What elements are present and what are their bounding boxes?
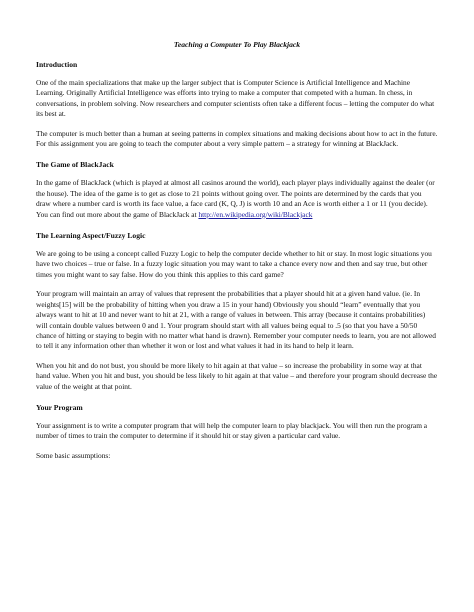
program-paragraph-2: Some basic assumptions: — [36, 450, 111, 460]
wikipedia-blackjack-link[interactable]: http://en.wikipedia.org/wiki/Blackjack — [198, 209, 313, 219]
intro-paragraph-2: The computer is much better than a human at seeing patterns in complex situations and making decisions about how to act in the future. For this assignment you are going to teach the computer about a very simple pattern – a strategy for winning at BlackJack. — [36, 128, 438, 149]
intro-paragraph-1: One of the main specializations that make up the larger subject that is Computer Science is Artificial Intelligence and Machine Learning. Originally Artificial Intelligence was efforts into trying to make a computer that competed with a human. In chess, in conversations, in problem solving. Now researchers and computer scientists often take a different focus – letting the computer do what its best at. — [36, 78, 435, 119]
game-paragraph-text: In the game of BlackJack (which is played at almost all casinos around the world), each player plays individually against the dealer (or the house). The idea of the game is to get as close to 21 points without going over. The points are determined by the cards that you draw where a number card is worth its face value, a face card (K, Q, J) is worth 10 and an Ace is worth either a 1 or 11 (you decide). You can find out more about the game of BlackJack at — [36, 178, 435, 219]
heading-your-program: Your Program — [36, 402, 83, 412]
page-title: Teaching a Computer To Play Blackjack — [173, 40, 301, 49]
program-paragraph-1: Your assignment is to write a computer program that will help the computer learn to play blackjack. You will then run the program a number of times to train the computer to determine if it should hit or stay given a particular card value. — [36, 420, 428, 441]
learning-paragraph-3: When you hit and do not bust, you should be more likely to hit again at that value – so increase the probability in some way at that hand value. When you hit and bust, you should be less likely to hit again at that value – and therefore your program should decrease the value of the weight at that point. — [36, 360, 438, 391]
heading-introduction: Introduction — [36, 60, 78, 69]
game-paragraph-1 — [36, 178, 438, 220]
heading-learning-aspect: The Learning Aspect/Fuzzy Logic — [36, 231, 146, 241]
heading-game-of-blackjack: The Game of BlackJack — [36, 160, 114, 170]
learning-paragraph-1: We are going to be using a concept called Fuzzy Logic to help the computer decide whether to hit or stay. In most logic situations you have two choices – true or false. In a fuzzy logic situation you may want to take a chance every now and then and say true, but other times you might want to say false. How do you think this applies to this card game? — [36, 249, 432, 279]
learning-paragraph-2: Your program will maintain an array of values that represent the probabilities that a player should hit at a given hand value. (ie. In weights[15] will be the probability of hitting when you draw a 15 in your hand) Obviously you should “learn” eventually that you always want to hit at 10 and never want to hit at 21, with a range of values in between. This array (because it contains probabilities) will contain double values between 0 and 1. Your program should start with all values being equal to .5 (so that you have a 50/50 chance of hitting or staying to begin with no matter what hand is drawn). Remember your computer needs to learn, you are not allowed to tell it any information other than whether it won or lost and what values it had in its hand to help it learn. — [36, 289, 437, 351]
